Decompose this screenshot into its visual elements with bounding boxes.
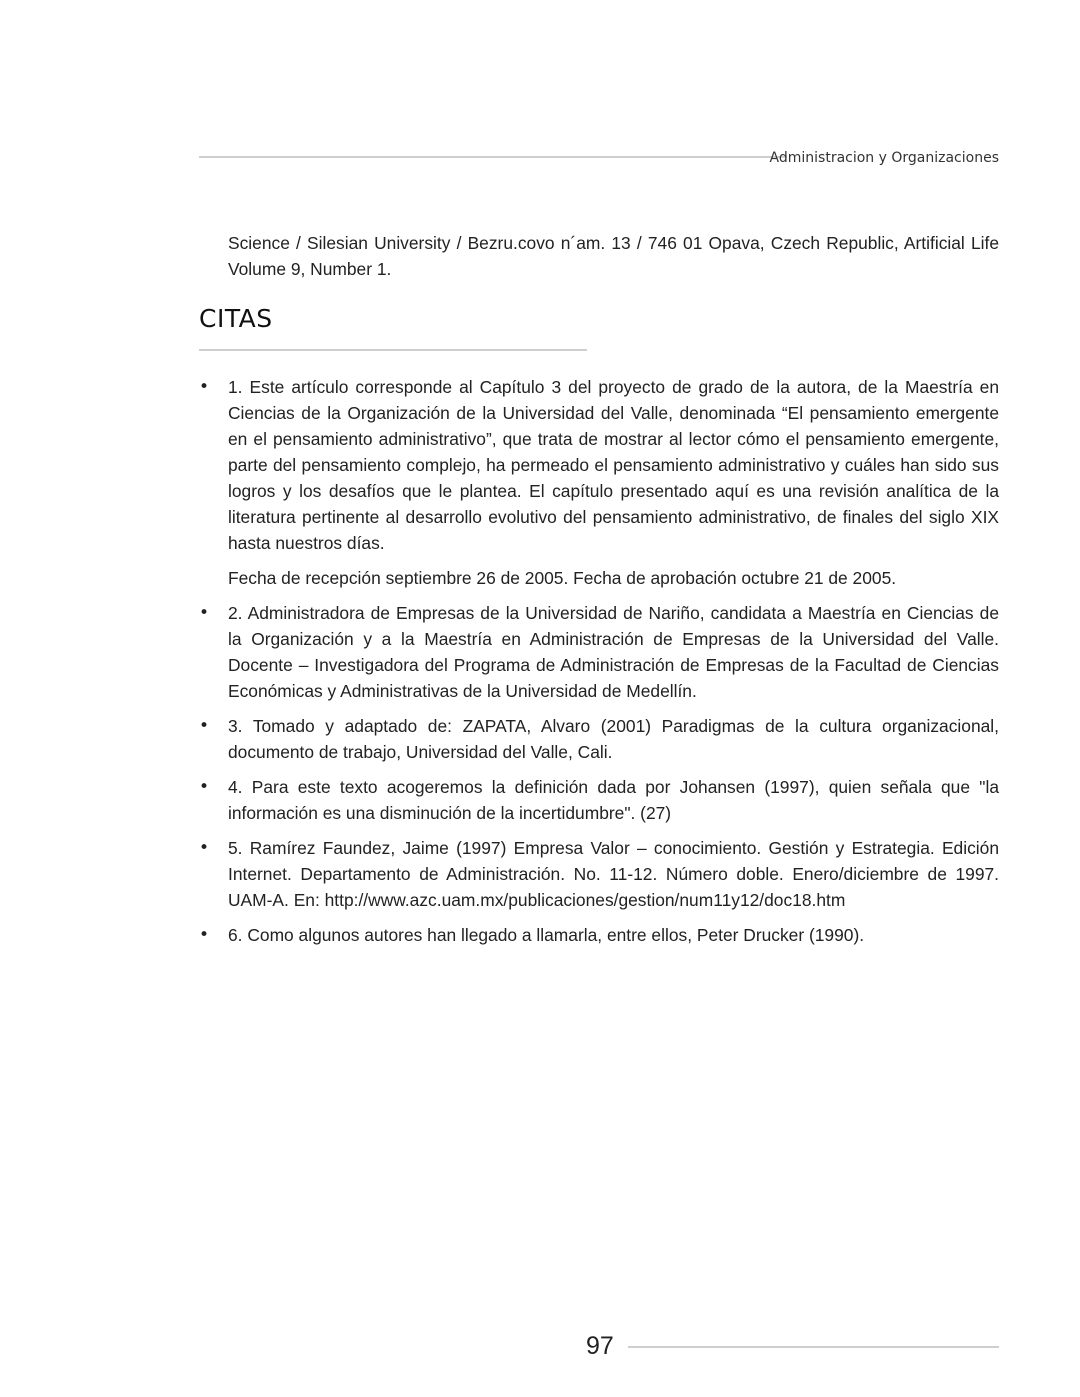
citation-item bbox=[199, 774, 999, 826]
running-header bbox=[199, 148, 999, 170]
footer-rule bbox=[628, 1346, 999, 1348]
page-content bbox=[199, 230, 999, 957]
page-number: 97 bbox=[586, 1332, 614, 1360]
citation-item bbox=[199, 600, 999, 704]
reference-continuation: Science / Silesian University / Bezru.covo n´am. 13 / 746 01 Opava, Czech Republic, Artificial Life Volume 9, Number 1. bbox=[228, 233, 999, 279]
bullet-icon: • bbox=[199, 377, 210, 397]
citation-text: 1. Este artículo corresponde al Capítulo 3 del proyecto de grado de la autora, de la Maestría en Ciencias de la Organización de la Universidad del Valle, denominada “El pensamiento emergente en el pensamiento administrativo”, que trata de mostrar al lector cómo el pensamiento emergente, parte del pensamiento complejo, ha permeado el pensamiento administrativo y cuáles han sido sus logros y los desafíos que le plantea. El capítulo presentado aquí es una revisión analítica de la literatura pertinente al desarrollo evolutivo del pensamiento administrativo, de finales del siglo XIX hasta nuestros días. bbox=[228, 377, 999, 553]
journal-title: Administracion y Organizaciones bbox=[769, 150, 999, 166]
section-title: CITAS bbox=[199, 304, 273, 333]
citation-text: 5. Ramírez Faundez, Jaime (1997) Empresa Valor – conocimiento. Gestión y Estrategia. Edición Internet. Departamento de Administración. No. 11-12. Número doble. Enero/diciembre de 1997. UAM-A. En: http://www.azc.uam.mx/publicaciones/gestion/num11y12/doc18.htm bbox=[228, 838, 999, 910]
section-rule bbox=[199, 349, 587, 351]
citation-text: 6. Como algunos autores han llegado a llamarla, entre ellos, Peter Drucker (1990). bbox=[228, 925, 865, 945]
citation-dates: Fecha de recepción septiembre 26 de 2005. Fecha de aprobación octubre 21 de 2005. bbox=[228, 568, 897, 588]
citation-text: 3. Tomado y adaptado de: ZAPATA, Alvaro (2001) Paradigmas de la cultura organizacional, documento de trabajo, Universidad del Valle, Cali. bbox=[228, 716, 999, 762]
page-footer bbox=[586, 1330, 999, 1364]
citation-item bbox=[199, 713, 999, 765]
bullet-icon: • bbox=[199, 838, 210, 858]
citation-text: 4. Para este texto acogeremos la definición dada por Johansen (1997), quien señala que "la información es una disminución de la incertidumbre". (27) bbox=[228, 777, 999, 823]
header-rule bbox=[199, 156, 787, 158]
citation-item bbox=[199, 374, 999, 591]
citation-item bbox=[199, 835, 999, 913]
bullet-icon: • bbox=[199, 925, 210, 945]
citations-list bbox=[199, 374, 999, 948]
bullet-icon: • bbox=[199, 603, 210, 623]
citation-item bbox=[199, 922, 999, 948]
citation-text: 2. Administradora de Empresas de la Universidad de Nariño, candidata a Maestría en Ciencias de la Organización y a la Maestría en Administración de Empresas de la Universidad del Valle. Docente – Investigadora del Programa de Administración de Empresas de la Facultad de Ciencias Económicas y Administrativas de la Universidad de Medellín. bbox=[228, 603, 999, 701]
bullet-icon: • bbox=[199, 777, 210, 797]
bullet-icon: • bbox=[199, 716, 210, 736]
